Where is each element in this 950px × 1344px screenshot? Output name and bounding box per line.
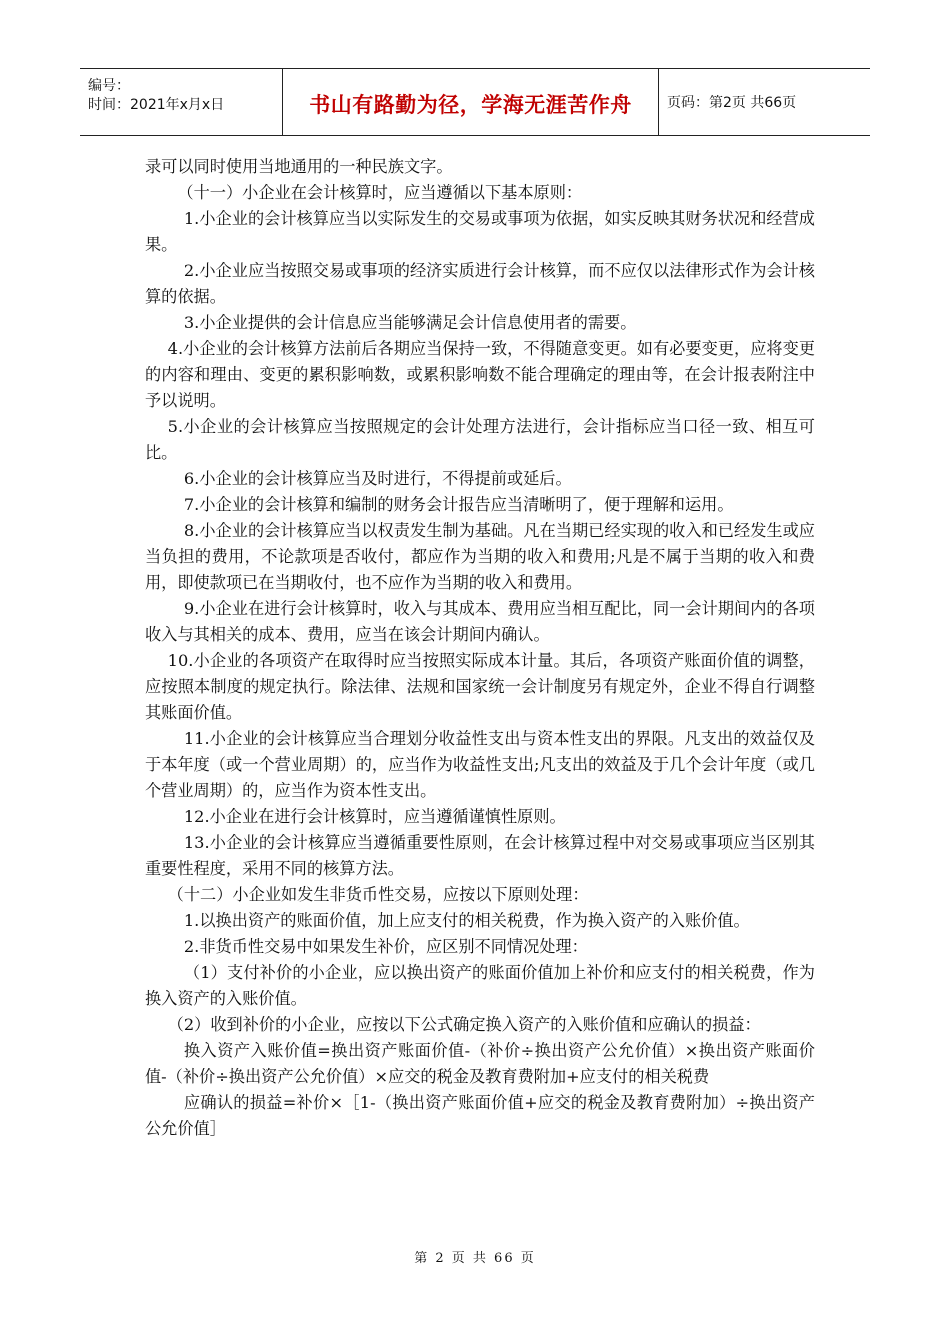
paragraph: 2.小企业应当按照交易或事项的经济实质进行会计核算，而不应仅以法律形式作为会计核算的依据。	[145, 261, 815, 306]
paragraph: 11.小企业的会计核算应当合理划分收益性支出与资本性支出的界限。凡支出的效益仅及于本年度（或一个营业周期）的，应当作为收益性支出;凡支出的效益及于几个会计年度（或几个营业周期）的，应当作为资本性支出。	[145, 729, 815, 800]
slogan: 书山有路勤为径，学海无涯苦作舟	[309, 93, 632, 117]
time-label: 时间：2021年x月x日	[88, 97, 225, 113]
page-footer: 第 2 页 共 66 页	[414, 1251, 536, 1266]
paragraph: 13.小企业的会计核算应当遵循重要性原则，在会计核算过程中对交易或事项应当区别其重要性程度，采用不同的核算方法。	[145, 833, 815, 878]
paragraph: 5.小企业的会计核算应当按照规定的会计处理方法进行，会计指标应当口径一致、相互可比。	[145, 417, 815, 462]
paragraph: （十二）小企业如发生非货币性交易，应按以下原则处理：	[167, 885, 589, 904]
paragraph: 4.小企业的会计核算方法前后各期应当保持一致，不得随意变更。如有必要变更，应将变更的内容和理由、变更的累积影响数，或累积影响数不能合理确定的理由等，在会计报表附注中予以说明。	[145, 339, 815, 410]
header-slogan-box	[282, 69, 659, 135]
page-header	[80, 68, 870, 136]
paragraph: 12.小企业在进行会计核算时，应当遵循谨慎性原则。	[183, 807, 566, 826]
paragraph: 录可以同时使用当地通用的一种民族文字。	[145, 157, 453, 176]
paragraph: 1.以换出资产的账面价值，加上应支付的相关税费，作为换入资产的入账价值。	[183, 911, 750, 930]
paragraph: 9.小企业在进行会计核算时，收入与其成本、费用应当相互配比，同一会计期间内的各项收入与其相关的成本、费用，应当在该会计期间内确认。	[145, 599, 815, 644]
paragraph: （2）收到补价的小企业，应按以下公式确定换入资产的入账价值和应确认的损益：	[167, 1015, 761, 1034]
header-meta	[80, 69, 282, 135]
paragraph: 7.小企业的会计核算和编制的财务会计报告应当清晰明了，便于理解和运用。	[183, 495, 734, 514]
paragraph: （十一）小企业在会计核算时，应当遵循以下基本原则：	[177, 183, 583, 202]
paragraph: 应确认的损益=补价×［1-（换出资产账面价值+应交的税金及教育费附加）÷换出资产公允价值］	[145, 1093, 815, 1138]
paragraph: 1.小企业的会计核算应当以实际发生的交易或事项为依据，如实反映其财务状况和经营成果。	[145, 209, 815, 254]
paragraph: 3.小企业提供的会计信息应当能够满足会计信息使用者的需要。	[183, 313, 637, 332]
paragraph: 8.小企业的会计核算应当以权责发生制为基础。凡在当期已经实现的收入和已经发生或应当负担的费用，不论款项是否收付，都应作为当期的收入和费用;凡是不属于当期的收入和费用，即使款项已在当期收付，也不应作为当期的收入和费用。	[145, 521, 815, 592]
code-label: 编号：	[88, 78, 130, 94]
document-body	[145, 154, 815, 1142]
paragraph: 10.小企业的各项资产在取得时应当按照实际成本计量。其后，各项资产账面价值的调整，应按照本制度的规定执行。除法律、法规和国家统一会计制度另有规定外，企业不得自行调整其账面价值。	[145, 651, 815, 722]
paragraph: （1）支付补价的小企业，应以换出资产的账面价值加上补价和应支付的相关税费，作为换入资产的入账价值。	[145, 963, 815, 1008]
paragraph: 6.小企业的会计核算应当及时进行，不得提前或延后。	[183, 469, 572, 488]
page-info: 页码：第2页 共66页	[667, 95, 797, 111]
paragraph: 2.非货币性交易中如果发生补价，应区别不同情况处理：	[183, 937, 588, 956]
paragraph: 换入资产入账价值=换出资产账面价值-（补价÷换出资产公允价值）×换出资产账面价值-（补价÷换出资产公允价值）×应交的税金及教育费附加+应支付的相关税费	[145, 1041, 815, 1086]
